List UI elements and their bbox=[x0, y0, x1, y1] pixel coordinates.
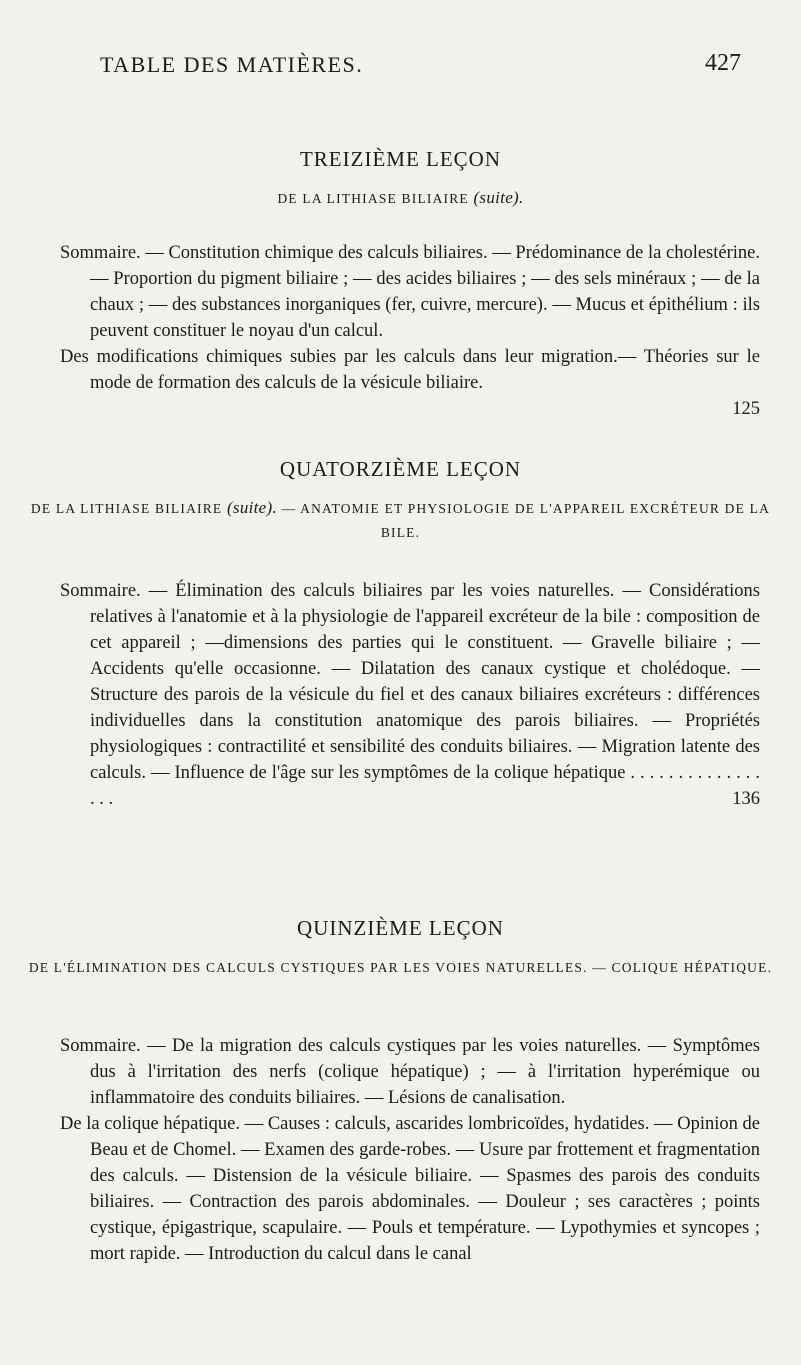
page-number: 427 bbox=[705, 50, 741, 76]
section-subtitle-italic: (suite). bbox=[226, 498, 278, 517]
section-summary bbox=[60, 578, 760, 812]
summary-paragraph: Sommaire. — Élimination des calculs biliaires par les voies naturelles. — Considérations relatives à l'anatomie et à la physiologie de l'appareil excréteur de la bile : composition de cet appareil ; —dimensions des parties qui le constituent. — Gravelle biliaire ; — Accidents qu'elle occasionne. — Dilatation des canaux cystique et cholédoque. — Structure des parois de la vésicule du fiel et des canaux biliaires excréteurs : différences individuelles dans la constitution anatomique des parois biliaires. — Propriétés physiologiques : contractilité et sensibilité des conduits biliaires. — Migration latente des calculs. — Influence de l'âge sur les symptômes de la colique hépatique . . . . . . . . . . . . . . . . . bbox=[60, 581, 760, 809]
section-subtitle-text: DE LA LITHIASE BILIAIRE bbox=[277, 191, 469, 206]
section-subtitle-rest: — ANATOMIE ET PHYSIOLOGIE DE L'APPAREIL EXCRÉTEUR DE LA BILE. bbox=[281, 501, 771, 540]
section-title: TREIZIÈME LEÇON bbox=[299, 147, 502, 171]
section-subtitle: DE L'ÉLIMINATION DES CALCULS CYSTIQUES PAR LES VOIES NATURELLES. — COLIQUE HÉPATIQUE. bbox=[28, 960, 773, 975]
section-summary bbox=[60, 240, 760, 422]
section-summary bbox=[60, 1033, 760, 1267]
section-subtitle-text: DE LA LITHIASE BILIAIRE bbox=[30, 501, 223, 516]
section-title: QUINZIÈME LEÇON bbox=[297, 916, 504, 940]
section-subtitle bbox=[20, 186, 781, 211]
running-head-title: TABLE DES MATIÈRES. bbox=[100, 52, 364, 77]
section-subtitle-italic: (suite). bbox=[473, 188, 524, 207]
summary-paragraph: De la colique hépatique. — Causes : calculs, ascarides lombricoïdes, hydatides. — Opinion de Beau et de Chomel. — Examen des garde-robes. — Usure par frottement et fragmentation des calculs. — Distension de la vésicule biliaire. — Spasmes des parois des conduits biliaires. — Contraction des parois abdominales. — Douleur ; ses caractères ; points cystique, épigastrique, scapulaire. — Pouls et température. — Lypothymies et syncopes ; mort rapide. — Introduction du calcul dans le canal bbox=[60, 1114, 760, 1264]
summary-paragraph: Des modifications chimiques subies par les calculs dans leur migration.— Théories sur le mode de formation des calculs de la vésicule biliaire. bbox=[60, 347, 760, 393]
section-subtitle bbox=[20, 496, 781, 545]
section-title: QUATORZIÈME LEÇON bbox=[279, 457, 522, 481]
summary-paragraph: Sommaire. — De la migration des calculs cystiques par les voies naturelles. — Symptômes dus à l'irritation des nerfs (colique hépatique) ; — à l'irritation hyperémique ou inflammatoire des conduits biliaires. — Lésions de canalisation. bbox=[60, 1036, 760, 1108]
summary-paragraph: Sommaire. — Constitution chimique des calculs biliaires. — Prédominance de la cholestérine. — Proportion du pigment biliaire ; — des acides biliaires ; — des sels minéraux ; — de la chaux ; — des substances inorganiques (fer, cuivre, mercure). — Mucus et épithélium : ils peuvent constituer le noyau d'un calcul. bbox=[60, 243, 760, 341]
page-reference: 136 bbox=[732, 789, 760, 809]
page-reference: 125 bbox=[732, 399, 760, 419]
